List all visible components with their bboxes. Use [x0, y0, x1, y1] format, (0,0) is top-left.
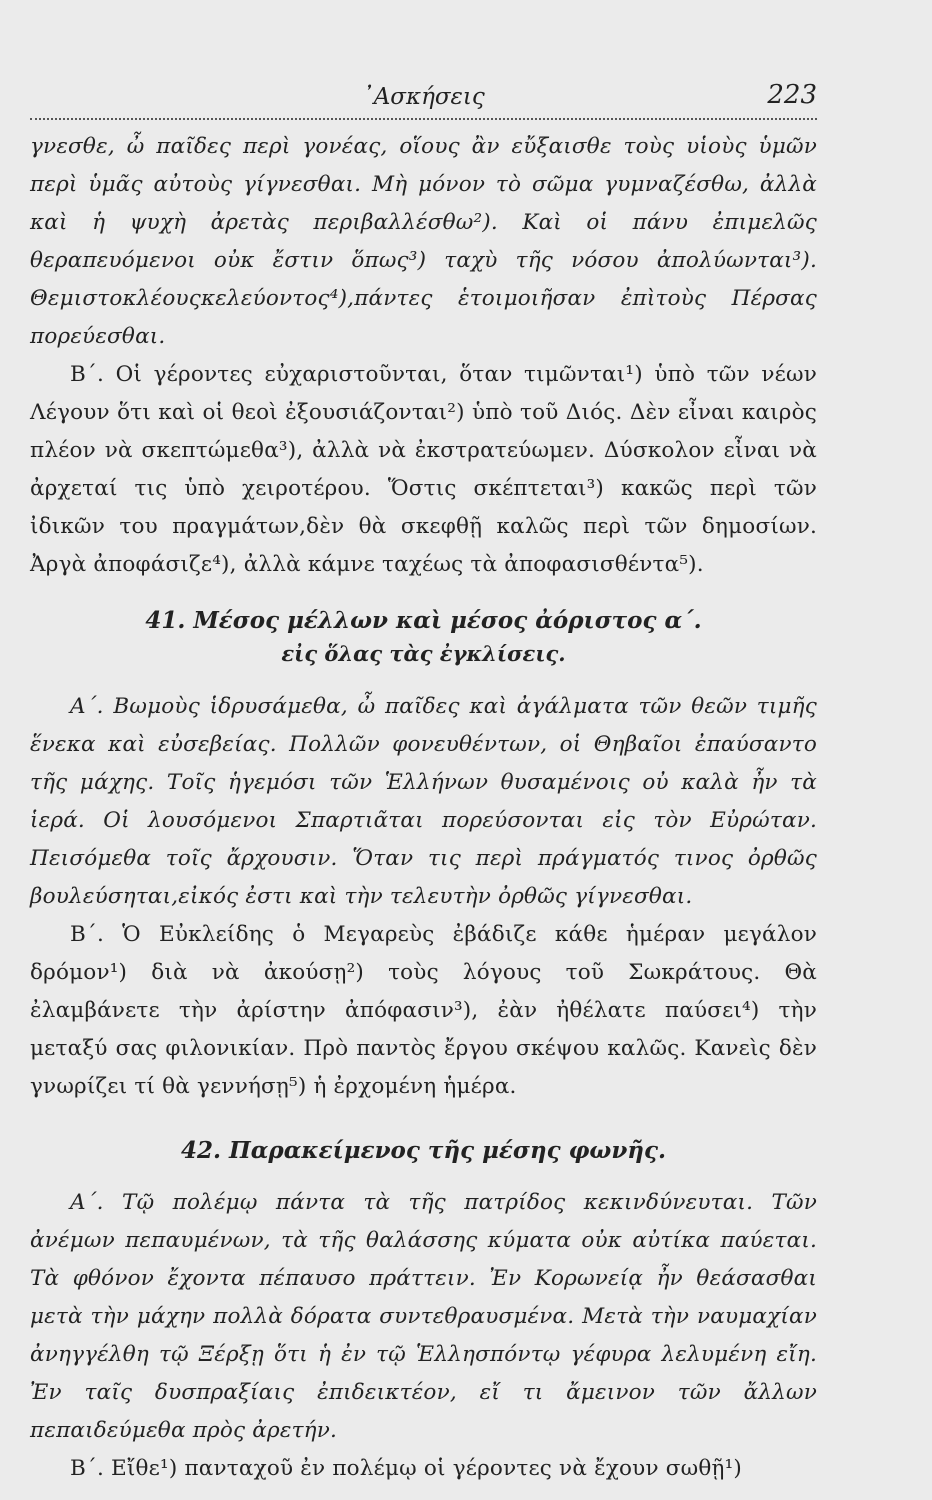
- section-42-heading: [30, 1134, 817, 1168]
- section-42-a-paragraph: Α΄. Τῷ πολέμῳ πάντα τὰ τῆς πατρίδος κεκινδύνευται. Τῶν ἀνέμων πεπαυμένων, τὰ τῆς θαλάσσης κύματα οὐκ αὐτίκα παύεται. Τὰ φθόνον ἔχοντα πέπαυσο πράττειν. Ἐν Κορωνείᾳ ἦν θεάσασθαι μετὰ τὴν μάχην πολλὰ δόρατα συντεθραυσμένα. Μετὰ τὴν ναυμαχίαν ἀνηγγέλθη τῷ Ξέρξῃ ὅτι ἡ ἐν τῷ Ἑλλησπόντῳ γέφυρα λελυμένη εἴη. Ἐν ταῖς δυσπραξίαις ἐπιδεικτέον, εἴ τι ἄμεινον τῶν ἄλλων πεπαιδεύμεθα πρὸς ἀρετήν.: [30, 1190, 817, 1443]
- page-body: [30, 128, 817, 1488]
- section-41-title: 41. Μέσος μέλλων καὶ μέσος ἀόριστος α΄.: [145, 607, 702, 634]
- running-title: ᾽Ασκήσεις: [362, 84, 485, 110]
- section-41-heading: [30, 604, 817, 670]
- section-42-title: 42. Παρακείμενος τῆς μέσης φωνῆς.: [180, 1137, 667, 1164]
- continued-paragraph: γνεσθε, ὦ παῖδες περὶ γονέας, οἵους ἂν εὔξαισθε τοὺς υἱοὺς ὑμῶν περὶ ὑμᾶς αὐτοὺς γίγνεσθαι. Μὴ μόνον τὸ σῶμα γυμναζέσθω, ἀλλὰ καὶ ἡ ψυχὴ ἀρετὰς περιβαλλέσθω²). Καὶ οἱ πάνυ ἐπιμελῶς θεραπευόμενοι οὐκ ἔστιν ὅπως³) ταχὺ τῆς νόσου ἀπολύωνται³). Θεμιστοκλέουςκελεύοντος⁴),πάντες ἑτοιμοιῆσαν ἐπὶτοὺς Πέρσας πορεύεσθαι.: [30, 134, 817, 349]
- section-42-b-paragraph: Β΄. Εἴθε¹) πανταχοῦ ἐν πολέμῳ οἱ γέροντες νὰ ἔχουν σωθῇ¹): [70, 1456, 742, 1481]
- page-header: [30, 78, 817, 120]
- section-41-a-paragraph: Α΄. Βωμοὺς ἱδρυσάμεθα, ὦ παῖδες καὶ ἀγάλματα τῶν θεῶν τιμῆς ἕνεκα καὶ εὐσεβείας. Πολλῶν φονευθέντων, οἱ Θηβαῖοι ἐπαύσαντο τῆς μάχης. Τοῖς ἡγεμόσι τῶν Ἑλλήνων θυσαμένοις οὐ καλὰ ἦν τὰ ἱερά. Οἱ λουσόμενοι Σπαρτιᾶται πορεύσονται εἰς τὸν Εὐρώταν. Πεισόμεθα τοῖς ἄρχουσιν. Ὅταν τις περὶ πράγματός τινος ὀρθῶς βουλεύσηται,εἰκός ἐστι καὶ τὴν τελευτὴν ὀρθῶς γίγνεσθαι.: [30, 694, 817, 909]
- section-41-subtitle: εἰς ὅλας τὰς ἐγκλίσεις.: [281, 641, 566, 666]
- exercise-b-paragraph: Β΄. Οἱ γέροντες εὐχαριστοῦνται, ὅταν τιμῶνται¹) ὑπὸ τῶν νέων Λέγουν ὅτι καὶ οἱ θεοὶ ἐξουσιάζονται²) ὑπὸ τοῦ Διός. Δὲν εἶναι καιρὸς πλέον νὰ σκεπτώμεθα³), ἀλλὰ νὰ ἐκστρατεύωμεν. Δύσκολον εἶναι νὰ ἀρχεταί τις ὑπὸ χειροτέρου. Ὅστις σκέπτεται³) κακῶς περὶ τῶν ἰδικῶν του πραγμάτων,δὲν θὰ σκεφθῇ καλῶς περὶ τῶν δημοσίων. Ἀργὰ ἀποφάσιζε⁴), ἀλλὰ κάμνε ταχέως τὰ ἀποφασισθέντα⁵).: [30, 362, 817, 577]
- page-number: 223: [767, 80, 817, 110]
- section-41-b-paragraph: Β΄. Ὁ Εὐκλείδης ὁ Μεγαρεὺς ἐβάδιζε κάθε ἡμέραν μεγάλον δρόμον¹) διὰ νὰ ἀκούσῃ²) τοὺς λόγους τοῦ Σωκράτους. Θὰ ἐλαμβάνετε τὴν ἀρίστην ἀπόφασιν³), ἐὰν ἠθέλατε παύσει⁴) τὴν μεταξύ σας φιλονικίαν. Πρὸ παντὸς ἔργου σκέψου καλῶς. Κανεὶς δὲν γνωρίζει τί θὰ γεννήσῃ⁵) ἡ ἐρχομένη ἡμέρα.: [30, 922, 817, 1099]
